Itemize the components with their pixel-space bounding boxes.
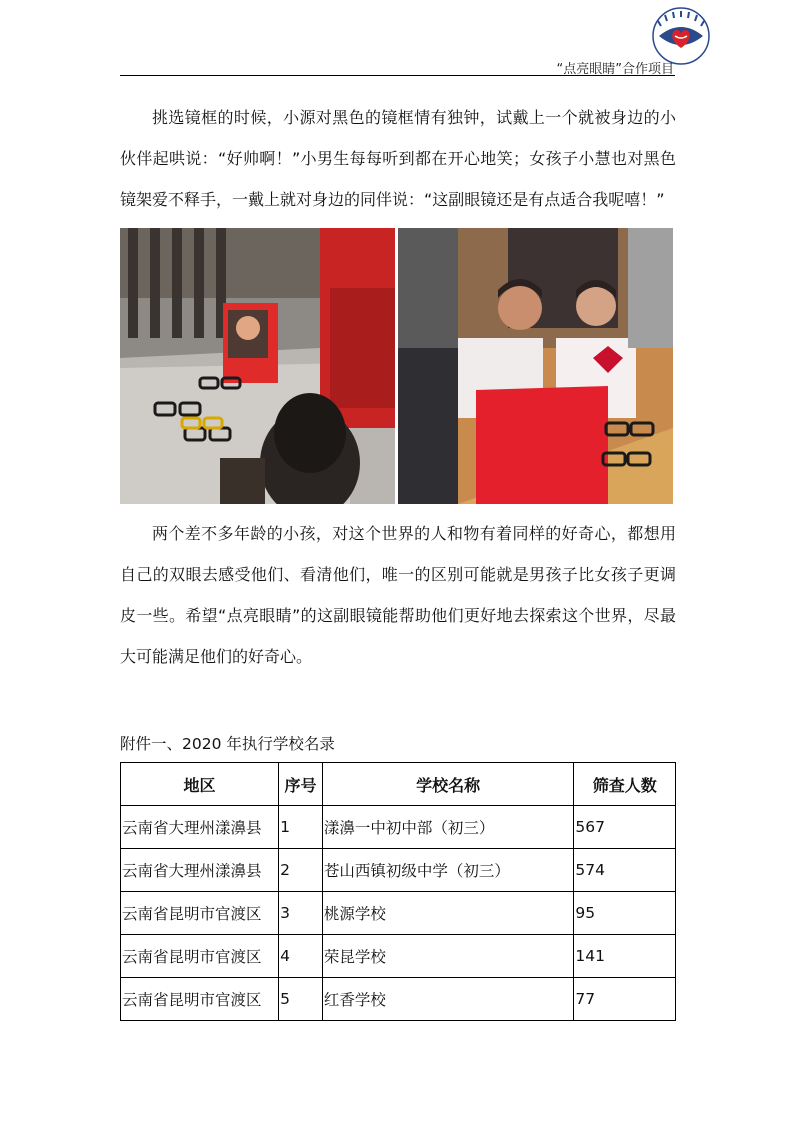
table-row — [121, 935, 676, 978]
school-list-table — [120, 762, 676, 1021]
table-row — [121, 978, 676, 1021]
header-project-label: “点亮眼睛”合作项目 — [556, 62, 674, 77]
table-row — [121, 806, 676, 849]
table-row — [121, 849, 676, 892]
region-cell: 云南省大理州漾濞县 — [121, 806, 279, 849]
header-rule — [120, 75, 675, 76]
screened-count-cell: 141 — [574, 935, 676, 978]
school-name-cell: 桃源学校 — [322, 892, 574, 935]
photo-boy-trying-glasses — [120, 228, 395, 504]
screened-count-cell: 95 — [574, 892, 676, 935]
attachment-title: 附件一、2020 年执行学校名录 — [120, 735, 335, 753]
number-cell: 5 — [279, 978, 323, 1021]
school-name-cell: 苍山西镇初级中学（初三） — [322, 849, 574, 892]
screened-count-cell: 567 — [574, 806, 676, 849]
screened-count-cell: 574 — [574, 849, 676, 892]
region-cell: 云南省昆明市官渡区 — [121, 892, 279, 935]
table-header-row — [121, 763, 676, 806]
number-cell: 3 — [279, 892, 323, 935]
column-header-screened-count: 筛查人数 — [574, 763, 676, 806]
paragraph-2: 两个差不多年龄的小孩，对这个世界的人和物有着同样的好奇心，都想用自己的双眼去感受他们、看清他们，唯一的区别可能就是男孩子比女孩子更调皮一些。希望“点亮眼睛”的这副眼镜能帮助他们更好地去探索这个世界，尽最大可能满足他们的好奇心。 — [120, 524, 676, 666]
number-cell: 4 — [279, 935, 323, 978]
school-name-cell: 红香学校 — [322, 978, 574, 1021]
number-cell: 1 — [279, 806, 323, 849]
column-header-region: 地区 — [121, 763, 279, 806]
school-name-cell: 漾濞一中初中部（初三） — [322, 806, 574, 849]
eye-heart-logo-icon — [651, 6, 711, 66]
column-header-school-name: 学校名称 — [322, 763, 574, 806]
column-header-number: 序号 — [279, 763, 323, 806]
region-cell: 云南省昆明市官渡区 — [121, 978, 279, 1021]
school-name-cell: 荣昆学校 — [322, 935, 574, 978]
region-cell: 云南省昆明市官渡区 — [121, 935, 279, 978]
photo-girls-trying-glasses — [398, 228, 673, 504]
number-cell: 2 — [279, 849, 323, 892]
region-cell: 云南省大理州漾濞县 — [121, 849, 279, 892]
paragraph-1: 挑选镜框的时候，小源对黑色的镜框情有独钟，试戴上一个就被身边的小伙伴起哄说：“好帅啊！”小男生每每听到都在开心地笑；女孩子小慧也对黑色镜架爱不释手，一戴上就对身边的同伴说：“这副眼镜还是有点适合我呢嘻！” — [120, 108, 676, 209]
screened-count-cell: 77 — [574, 978, 676, 1021]
table-row — [121, 892, 676, 935]
